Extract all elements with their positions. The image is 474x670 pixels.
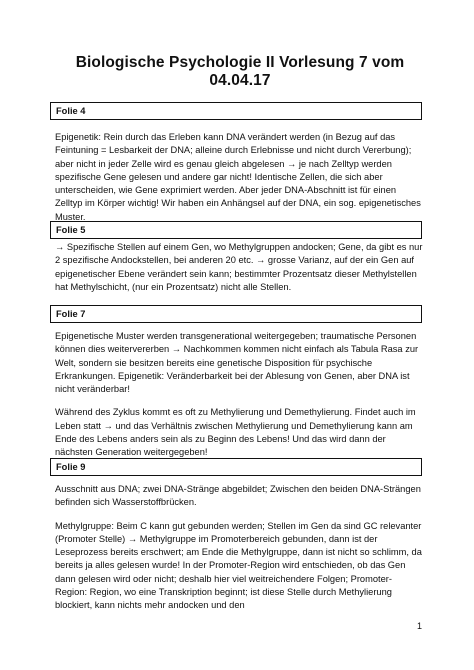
paragraph: Methylgruppe: Beim C kann gut gebunden werden; Stellen im Gen da sind GC relevanter (Promoter Stelle) → Methylgruppe im Promoterbereich gebunden, dann ist der Leseprozess bereits erschwert; am Ende die Methylgruppe, dann ist nicht so schlimm, da bereits ja alles gelesen wurde! In der Promoter-Region wird entschieden, ob das Gen dann gelesen wird oder nicht; deshalb hier viel weitreichendere Folgen; Promoter-Region: Region, wo eine Transkription beginnt; ist diese Stelle durch Methylierung blockiert, kann nichts mehr andocken und den: [55, 520, 422, 611]
section-folie-9-header-box: [50, 458, 422, 476]
paragraph: Epigenetische Muster werden transgenerational weitergegeben; traumatische Personen können dies weitervererben → Nachkommen kommen nicht einfach als Tabula Rasa zur Welt, sondern sie besitzen bereits eine genetische Disposition für psychische Erkrankungen. Epigenetik: Veränderbarkeit bei der Ablesung von Genen, aber DNA ist nicht veränderbar!: [55, 331, 419, 395]
section-folie-9-body: [55, 483, 423, 613]
section-folie-5-header-box: [50, 221, 422, 239]
section-heading: Folie 9: [56, 462, 86, 472]
section-heading: Folie 5: [56, 225, 86, 235]
paragraph: Ausschnitt aus DNA; zwei DNA-Stränge abgebildet; Zwischen den beiden DNA-Strängen befinden sich Wasserstoffbrücken.: [55, 484, 421, 508]
paragraph: → Spezifische Stellen auf einem Gen, wo Methylgruppen andocken; Gene, da gibt es nur 2 spezifische Andockstellen, bei anderen 20 etc. → grosse Varianz, auf der ein Gen auf epigenetischer Ebene verändert sein kann; bestimmter Prozentsatz dieser Methylstellen hat Methylschicht, (nur ein Prozentsatz) nicht alle Stellen.: [55, 242, 423, 292]
page-number: 1: [416, 621, 422, 631]
section-folie-4-body: [55, 131, 423, 224]
document-title: Biologische Psychologie II Vorlesung 7 vom 04.04.17: [75, 54, 405, 89]
section-heading: Folie 4: [56, 106, 86, 116]
paragraph: Während des Zyklus kommt es oft zu Methylierung und Demethylierung. Findet auch im Leben statt → und das Verhältnis zwischen Methylierung und Demethylierung kann am Ende des Lebens anders sein als zu Beginn des Lebens! Und das wird dann der nächsten Generation weitergegeben!: [55, 407, 416, 458]
section-folie-7-header-box: [50, 305, 422, 323]
section-folie-4-header-box: [50, 102, 422, 120]
section-folie-5-body: [55, 241, 423, 294]
paragraph: Epigenetik: Rein durch das Erleben kann DNA verändert werden (in Bezug auf das Feintuning = Lesbarkeit der DNA; alleine durch Erlebnisse und nicht durch Vererbung); aber nicht in jeder Zelle wird es genau gleich abgelesen → je nach Zelltyp werden spezifische Gene gelesen und andere gar nicht! Identische Zellen, die sich aber unterscheiden, wie Gene exprimiert werden. Aber jeder DNA-Abschnitt ist für einen Zelltyp im Körper wichtig! Wir haben ein Anhängsel auf der DNA, ein sog. epigenetisches Muster.: [55, 132, 421, 222]
section-heading: Folie 7: [56, 309, 86, 319]
section-folie-7-body: [55, 330, 423, 460]
